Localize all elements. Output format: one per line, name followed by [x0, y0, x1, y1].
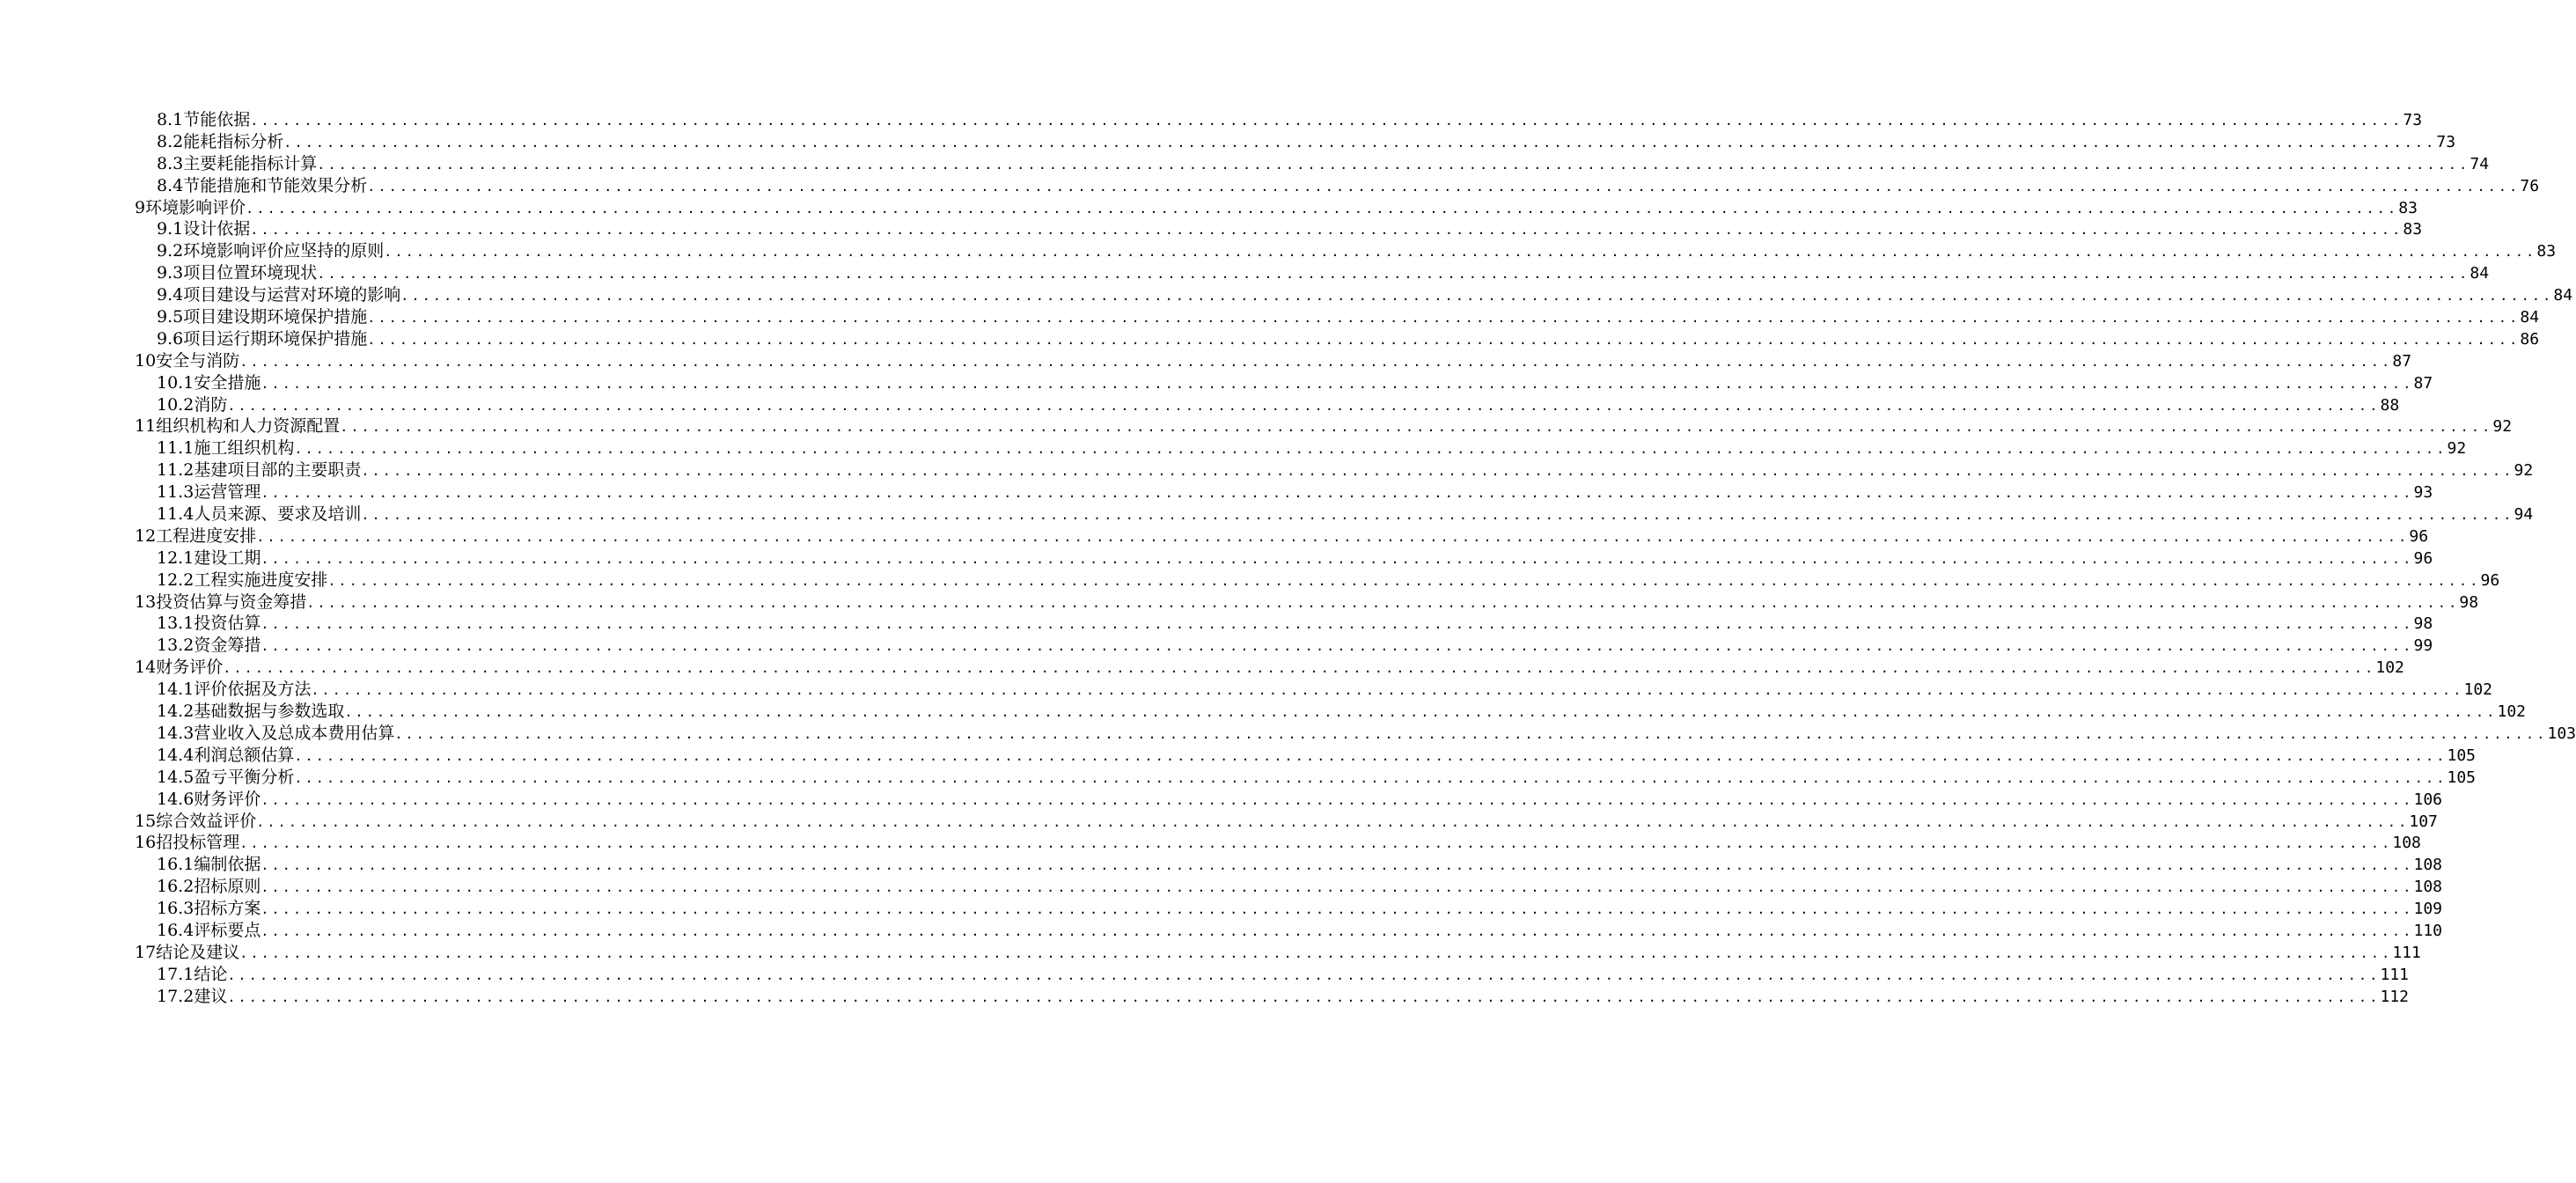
toc-entry-page-number: 83 — [2536, 242, 2557, 261]
toc-entry-number: 16 — [135, 833, 157, 853]
toc-dot-leader: ........................................................................................................................................................................................................ — [327, 572, 2481, 589]
toc-entry-number: 13.1 — [157, 614, 194, 634]
toc-entry-page-number: 98 — [2459, 592, 2479, 612]
toc-entry-page-number: 103 — [2547, 724, 2576, 743]
toc-dot-leader: ........................................................................................................................................................................................................ — [294, 769, 2448, 786]
toc-section-entry[interactable] — [0, 547, 2433, 569]
toc-dot-leader: ........................................................................................................................................................................................................ — [311, 682, 2464, 699]
toc-dot-leader: ........................................................................................................................................................................................................ — [361, 507, 2514, 524]
toc-entry-number: 9.4 — [157, 285, 184, 305]
toc-entry-title: 盈亏平衡分析 — [194, 767, 295, 787]
toc-entry-page-number: 105 — [2447, 768, 2476, 787]
toc-entry-title: 环境影响评价 — [145, 197, 246, 217]
toc-entry-page-number: 94 — [2514, 505, 2534, 525]
toc-entry-number: 16.3 — [157, 899, 194, 919]
toc-entry-page-number: 105 — [2447, 746, 2476, 765]
toc-entry-page-number: 112 — [2380, 987, 2409, 1006]
toc-entry-title: 财务评价 — [156, 658, 224, 678]
toc-entry-title: 安全措施 — [194, 372, 261, 393]
toc-entry-number: 11.4 — [157, 504, 194, 525]
toc-entry-number: 11.3 — [157, 482, 194, 503]
toc-dot-leader: ........................................................................................................................................................................................................ — [283, 134, 2437, 151]
toc-entry-page-number: 96 — [2409, 526, 2429, 546]
toc-entry-number: 9 — [135, 197, 146, 217]
toc-section-entry[interactable] — [0, 459, 2534, 481]
toc-entry-page-number: 109 — [2413, 900, 2442, 919]
toc-entry-number: 17.2 — [157, 986, 194, 1006]
toc-entry-number: 9.5 — [157, 307, 184, 327]
toc-section-entry[interactable] — [0, 986, 2409, 1008]
toc-entry-title: 建设工期 — [194, 547, 261, 568]
toc-dot-leader: ........................................................................................................................................................................................................ — [344, 704, 2498, 721]
toc-entry-page-number: 73 — [2436, 132, 2456, 151]
toc-section-entry[interactable] — [0, 218, 2423, 240]
toc-dot-leader: ........................................................................................................................................................................................................ — [261, 791, 2414, 808]
toc-entry-title: 运营管理 — [194, 482, 261, 503]
toc-entry-number: 17.1 — [157, 964, 194, 984]
toc-dot-leader: ........................................................................................................................................................................................................ — [317, 266, 2470, 283]
toc-entry-page-number: 92 — [2447, 439, 2467, 459]
toc-entry-number: 16.1 — [157, 855, 194, 875]
toc-dot-leader: ........................................................................................................................................................................................................ — [394, 725, 2548, 742]
toc-entry-page-number: 108 — [2392, 834, 2421, 853]
toc-entry-title: 项目建设与运营对环境的影响 — [183, 285, 401, 305]
toc-entry-title: 人员来源、要求及培训 — [194, 504, 362, 525]
toc-section-entry[interactable] — [0, 131, 2456, 153]
toc-chapter-entry[interactable] — [0, 197, 2418, 219]
toc-entry-page-number: 87 — [2413, 373, 2433, 393]
toc-entry-title: 能耗指标分析 — [183, 131, 284, 151]
toc-entry-title: 环境影响评价应坚持的原则 — [183, 241, 385, 261]
toc-entry-title: 节能措施和节能效果分析 — [183, 175, 368, 195]
toc-dot-leader: ........................................................................................................................................................................................................ — [261, 638, 2414, 655]
toc-entry-title: 评标要点 — [194, 920, 261, 940]
toc-dot-leader: ........................................................................................................................................................................................................ — [294, 747, 2448, 764]
toc-entry-page-number: 98 — [2413, 614, 2433, 634]
toc-chapter-entry[interactable] — [0, 811, 2438, 833]
toc-dot-leader: ........................................................................................................................................................................................................ — [367, 178, 2521, 195]
toc-dot-leader: ........................................................................................................................................................................................................ — [223, 660, 2376, 677]
toc-section-entry[interactable] — [0, 854, 2442, 876]
toc-entry-title: 主要耗能指标计算 — [183, 153, 318, 173]
toc-entry-number: 14.3 — [157, 723, 194, 743]
toc-section-entry[interactable] — [0, 613, 2433, 635]
toc-dot-leader: ........................................................................................................................................................................................................ — [261, 550, 2414, 567]
toc-section-entry[interactable] — [0, 372, 2433, 394]
toc-section-entry[interactable] — [0, 898, 2442, 920]
toc-entry-page-number: 96 — [2413, 548, 2433, 568]
toc-section-entry[interactable] — [0, 153, 2490, 175]
toc-dot-leader: ........................................................................................................................................................................................................ — [239, 944, 2393, 961]
toc-entry-page-number: 84 — [2553, 286, 2573, 305]
toc-entry-number: 10.1 — [157, 372, 194, 393]
toc-entry-page-number: 99 — [2413, 636, 2433, 656]
toc-chapter-entry[interactable] — [0, 657, 2404, 679]
toc-entry-title: 基础数据与参数选取 — [194, 702, 345, 722]
toc-dot-leader: ........................................................................................................................................................................................................ — [340, 419, 2493, 436]
toc-entry-number: 16.2 — [157, 877, 194, 897]
toc-entry-page-number: 83 — [2403, 220, 2423, 239]
toc-chapter-entry[interactable] — [0, 350, 2412, 372]
toc-entry-title: 财务评价 — [194, 789, 261, 809]
toc-entry-title: 结论及建议 — [156, 942, 240, 962]
toc-entry-page-number: 108 — [2413, 856, 2442, 875]
toc-dot-leader: ........................................................................................................................................................................................................ — [306, 594, 2460, 611]
toc-entry-number: 8.2 — [157, 131, 184, 151]
toc-entry-number: 13.2 — [157, 636, 194, 656]
toc-dot-leader: ........................................................................................................................................................................................................ — [246, 200, 2399, 217]
toc-dot-leader: ........................................................................................................................................................................................................ — [261, 616, 2414, 633]
toc-section-entry[interactable] — [0, 569, 2500, 592]
toc-entry-title: 综合效益评价 — [156, 811, 257, 831]
toc-entry-number: 8.3 — [157, 153, 184, 173]
toc-entry-number: 17 — [135, 942, 157, 962]
toc-entry-number: 9.1 — [157, 219, 184, 239]
toc-entry-number: 12 — [135, 525, 157, 546]
toc-dot-leader: ........................................................................................................................................................................................................ — [227, 966, 2381, 983]
toc-entry-title: 基建项目部的主要职责 — [194, 460, 362, 481]
toc-dot-leader: ........................................................................................................................................................................................................ — [227, 397, 2381, 414]
toc-entry-page-number: 83 — [2398, 198, 2418, 217]
toc-dot-leader: ........................................................................................................................................................................................................ — [250, 113, 2404, 129]
toc-entry-page-number: 102 — [2375, 658, 2404, 678]
toc-section-entry[interactable] — [0, 284, 2573, 306]
toc-entry-page-number: 84 — [2470, 264, 2490, 283]
toc-entry-title: 招标原则 — [194, 877, 261, 897]
toc-entry-number: 8.1 — [157, 110, 184, 129]
toc-entry-number: 10.2 — [157, 394, 194, 415]
toc-entry-number: 11.2 — [157, 460, 194, 481]
toc-dot-leader: ........................................................................................................................................................................................................ — [261, 901, 2414, 918]
toc-entry-page-number: 74 — [2470, 154, 2490, 173]
toc-dot-leader: ........................................................................................................................................................................................................ — [227, 988, 2381, 1005]
toc-entry-number: 12.1 — [157, 547, 194, 568]
toc-dot-leader: ........................................................................................................................................................................................................ — [261, 857, 2414, 874]
toc-entry-title: 项目运行期环境保护措施 — [183, 328, 368, 349]
toc-section-entry[interactable] — [0, 262, 2490, 284]
toc-section-entry[interactable] — [0, 723, 2576, 745]
toc-entry-number: 11 — [135, 416, 157, 437]
toc-entry-page-number: 87 — [2392, 351, 2412, 371]
toc-entry-number: 9.3 — [157, 263, 184, 283]
toc-entry-title: 结论 — [194, 964, 228, 984]
toc-dot-leader: ........................................................................................................................................................................................................ — [294, 441, 2448, 458]
toc-dot-leader: ........................................................................................................................................................................................................ — [317, 156, 2470, 173]
toc-entry-page-number: 88 — [2380, 395, 2400, 415]
toc-dot-leader: ........................................................................................................................................................................................................ — [239, 353, 2393, 370]
toc-dot-leader: ........................................................................................................................................................................................................ — [256, 528, 2410, 545]
toc-entry-page-number: 108 — [2413, 878, 2442, 897]
toc-chapter-entry[interactable] — [0, 592, 2479, 614]
toc-entry-page-number: 106 — [2413, 790, 2442, 809]
toc-entry-number: 9.2 — [157, 241, 184, 261]
toc-section-entry[interactable] — [0, 503, 2534, 525]
toc-chapter-entry[interactable] — [0, 942, 2421, 964]
toc-entry-page-number: 93 — [2413, 483, 2433, 503]
toc-section-entry[interactable] — [0, 920, 2442, 942]
toc-dot-leader: ........................................................................................................................................................................................................ — [250, 222, 2404, 239]
toc-section-entry[interactable] — [0, 109, 2423, 131]
toc-entry-title: 节能依据 — [183, 110, 251, 129]
toc-entry-page-number: 111 — [2392, 943, 2421, 962]
toc-section-entry[interactable] — [0, 481, 2433, 503]
toc-entry-page-number: 107 — [2409, 812, 2438, 831]
toc-entry-title: 项目建设期环境保护措施 — [183, 307, 368, 327]
toc-section-entry[interactable] — [0, 876, 2442, 898]
toc-entry-title: 工程进度安排 — [156, 525, 257, 546]
toc-entry-title: 招投标管理 — [156, 833, 240, 853]
toc-chapter-entry[interactable] — [0, 415, 2513, 437]
toc-entry-title: 资金筹措 — [194, 636, 261, 656]
toc-dot-leader: ........................................................................................................................................................................................................ — [261, 922, 2414, 939]
toc-entry-title: 施工组织机构 — [194, 438, 295, 459]
toc-section-entry[interactable] — [0, 240, 2557, 262]
toc-section-entry[interactable] — [0, 789, 2442, 811]
toc-entry-number: 12.2 — [157, 569, 194, 590]
toc-entry-page-number: 84 — [2520, 308, 2540, 327]
toc-section-entry[interactable] — [0, 394, 2400, 416]
toc-entry-page-number: 110 — [2413, 921, 2442, 940]
toc-entry-number: 8.4 — [157, 175, 184, 195]
toc-entry-number: 9.6 — [157, 328, 184, 349]
toc-entry-page-number: 73 — [2403, 111, 2423, 129]
toc-entry-title: 安全与消防 — [156, 350, 240, 371]
toc-entry-title: 组织机构和人力资源配置 — [156, 416, 341, 437]
toc-chapter-entry[interactable] — [0, 525, 2429, 547]
toc-entry-number: 11.1 — [157, 438, 194, 459]
toc-section-entry[interactable] — [0, 437, 2467, 459]
toc-entry-title: 评价依据及方法 — [194, 680, 312, 700]
toc-entry-page-number: 76 — [2520, 176, 2540, 195]
toc-entry-title: 利润总额估算 — [194, 745, 295, 765]
toc-entry-title: 建议 — [194, 986, 228, 1006]
table-of-contents — [0, 109, 2576, 1008]
toc-entry-page-number: 96 — [2480, 570, 2500, 590]
toc-entry-page-number: 86 — [2520, 329, 2540, 349]
toc-dot-leader: ........................................................................................................................................................................................................ — [384, 244, 2537, 261]
toc-dot-leader: ........................................................................................................................................................................................................ — [261, 375, 2414, 392]
toc-section-entry[interactable] — [0, 328, 2540, 350]
toc-entry-title: 营业收入及总成本费用估算 — [194, 723, 395, 743]
toc-entry-title: 消防 — [194, 394, 228, 415]
toc-section-entry[interactable] — [0, 964, 2409, 986]
toc-dot-leader: ........................................................................................................................................................................................................ — [256, 813, 2410, 830]
toc-dot-leader: ........................................................................................................................................................................................................ — [367, 310, 2521, 327]
toc-dot-leader: ........................................................................................................................................................................................................ — [367, 331, 2521, 348]
toc-entry-page-number: 102 — [2497, 702, 2526, 722]
toc-entry-page-number: 111 — [2380, 965, 2409, 984]
toc-dot-leader: ........................................................................................................................................................................................................ — [261, 485, 2414, 502]
toc-section-entry[interactable] — [0, 175, 2540, 197]
toc-entry-title: 编制依据 — [194, 855, 261, 875]
toc-section-entry[interactable] — [0, 701, 2526, 723]
toc-entry-number: 14.4 — [157, 745, 194, 765]
toc-entry-title: 投资估算与资金筹措 — [156, 592, 307, 612]
toc-section-entry[interactable] — [0, 767, 2476, 789]
toc-entry-number: 10 — [135, 350, 157, 371]
toc-section-entry[interactable] — [0, 679, 2492, 701]
toc-entry-title: 设计依据 — [183, 219, 251, 239]
toc-section-entry[interactable] — [0, 306, 2540, 328]
toc-entry-number: 14 — [135, 658, 157, 678]
toc-entry-page-number: 92 — [2492, 417, 2513, 437]
toc-section-entry[interactable] — [0, 745, 2476, 767]
toc-entry-number: 15 — [135, 811, 157, 831]
toc-entry-number: 14.6 — [157, 789, 194, 809]
toc-dot-leader: ........................................................................................................................................................................................................ — [361, 463, 2514, 480]
toc-chapter-entry[interactable] — [0, 832, 2421, 854]
toc-entry-title: 项目位置环境现状 — [183, 263, 318, 283]
toc-entry-page-number: 92 — [2514, 461, 2534, 481]
toc-entry-title: 招标方案 — [194, 899, 261, 919]
toc-section-entry[interactable] — [0, 635, 2433, 657]
toc-entry-number: 14.2 — [157, 702, 194, 722]
toc-dot-leader: ........................................................................................................................................................................................................ — [261, 879, 2414, 896]
toc-dot-leader: ........................................................................................................................................................................................................ — [400, 288, 2554, 305]
toc-dot-leader: ........................................................................................................................................................................................................ — [239, 835, 2393, 852]
toc-entry-page-number: 102 — [2463, 680, 2492, 700]
toc-entry-title: 投资估算 — [194, 614, 261, 634]
toc-entry-number: 14.1 — [157, 680, 194, 700]
toc-entry-number: 14.5 — [157, 767, 194, 787]
toc-entry-number: 16.4 — [157, 920, 194, 940]
toc-entry-number: 13 — [135, 592, 157, 612]
toc-entry-title: 工程实施进度安排 — [194, 569, 328, 590]
